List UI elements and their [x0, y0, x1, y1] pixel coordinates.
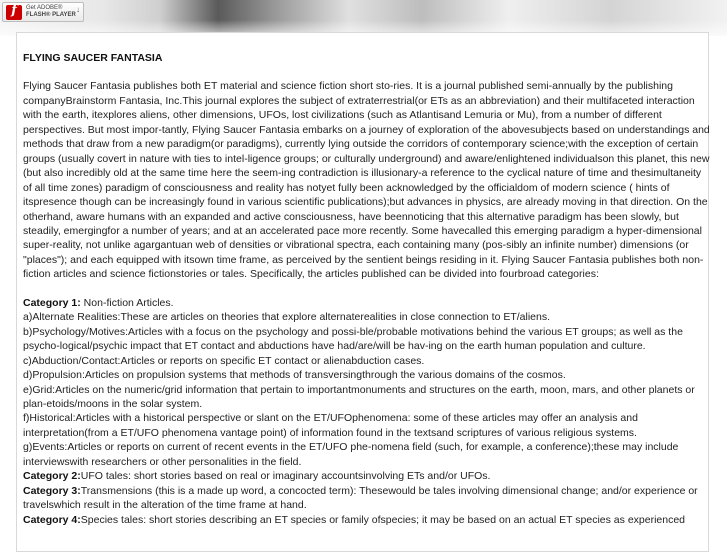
- category-1-label: Category 1:: [23, 296, 81, 309]
- category-2: [23, 469, 710, 483]
- list-item: b)Psychology/Motives:Articles with a focus on the psychology and possi-ble/probable motivations behind the various ET groups; as well as the psycho-logical/psychic impact that ET contact and abductions have had/are/will be hav-ing on the earth human population and culture.: [23, 325, 683, 353]
- flash-badge-line2: FLASH® PLAYER: [26, 12, 76, 18]
- article: [23, 51, 710, 527]
- category-3-text: Transmensions (this is a made up word, a concocted term): Thesewould be tales involving dimensional change; and/or experience or travelswhich result in the alteration of the time frame at hand.: [23, 484, 698, 512]
- flash-badge-text: [26, 5, 76, 19]
- list-item: f)Historical:Articles with a historical perspective or slant on the ET/UFOphenomena: some of these articles may offer an analysis and interpretation(from a ET/UFO phenomena vantage point) of information found in the textsand scriptures of various religious systems.: [23, 412, 638, 439]
- list-item: c)Abduction/Contact:Articles or reports on specific ET contact or alienabduction cases.: [23, 354, 425, 367]
- category-2-text: UFO tales: short stories based on real or imaginary accountsinvolving ETs and/or UFOs.: [80, 470, 491, 483]
- download-arrow-icon: ↓: [76, 5, 80, 14]
- category-3: [23, 484, 710, 513]
- list-item: d)Propulsion:Articles on propulsion systems that methods of transversingthrough the various domains of the cosmos.: [23, 369, 566, 382]
- category-1: [23, 296, 710, 310]
- flash-badge-line1: Get ADOBE®: [26, 5, 63, 11]
- category-4-text: Species tales: short stories describing an ET species or family ofspecies; it may be based on an actual ET species as experienced: [80, 513, 686, 526]
- flash-logo-icon: [6, 5, 22, 20]
- list-item: a)Alternate Realities:These are articles on theories that explore alternaterealities in close connection to ET/aliens.: [23, 311, 551, 324]
- page-title: FLYING SAUCER FANTASIA: [23, 52, 163, 64]
- get-flash-player-button[interactable]: [2, 2, 84, 22]
- intro-paragraph: Flying Saucer Fantasia publishes both ET material and science fiction short sto-ries. It is a journal published semi-annually by the publishing companyBrainstorm Fantasia, Inc.This journal explores the subject of extraterrestrial(or ETs as an abbreviation) and their multifaceted interaction with the earth, itexplores aliens, other dimensions, UFOs, lost civilizations (such as Atlantisand Lemuria or Mu), from a number of different perspectives. But most impor-tantly, Flying Saucer Fantasia embarks on a journey of exploration of the abovesubjects based on understandings and methods that draw from a new paradigm(or paradigms), currently lying outside the corridors of contemporary science;with the exception of certain groups (usually covert in nature with ties to intel-ligence groups; or culturally underground) and aware/enlightened individualson this planet, this new (but also incredibly old at the same time here the seem-ing contradiction is illusionary-a reference to the cyclical nature of time and thesimultaneity of all time zones) paradigm of consciousness and reality has notyet fully been acknowledged by the officialdom of modern science ( hints of itspresence though can be increasingly found in various scientific publications);but advances in physics, are already moving in that direction. On the otherhand, aware humans with an expanded and active consciousness, have beennoticing that this alternative paradigm has been slowly, but steadily, emergingfor a number of years; and at an accelerated pace more recently. Some havecalled this emerging paradigm a hyper-dimensional super-reality, not unlike agargantuan web of densities or vibrational spectra, each containing many (pos-sibly an infinite number) dimensions (or "places"); and each equipped with itsown time frame, as perceived by the sentient beings residing in it. Flying Saucer Fantasia publishes both non-fiction articles and science fictionstories or tales. Specifically, the articles published can be divided into fourbroad categories:: [23, 80, 710, 281]
- list-item: g)Events:Articles or reports on current of recent events in the ET/UFO phe-nomena field (such, for example, a conference);these may include interviewswith researchers or other personalities in the field.: [23, 441, 679, 468]
- category-1-text: Non-fiction Articles.: [80, 296, 174, 309]
- category-3-label: Category 3:: [23, 484, 81, 497]
- category-2-label: Category 2:: [23, 470, 81, 483]
- category-4-label: Category 4:: [23, 513, 81, 526]
- list-item: e)Grid:Articles on the numeric/grid information that pertain to importantmonuments and structures on the earth, moon, mars, and other planets or plan-etoids/moons in the solar system.: [23, 383, 695, 410]
- flash-logo-letter: f: [11, 3, 17, 18]
- category-4: [23, 513, 710, 527]
